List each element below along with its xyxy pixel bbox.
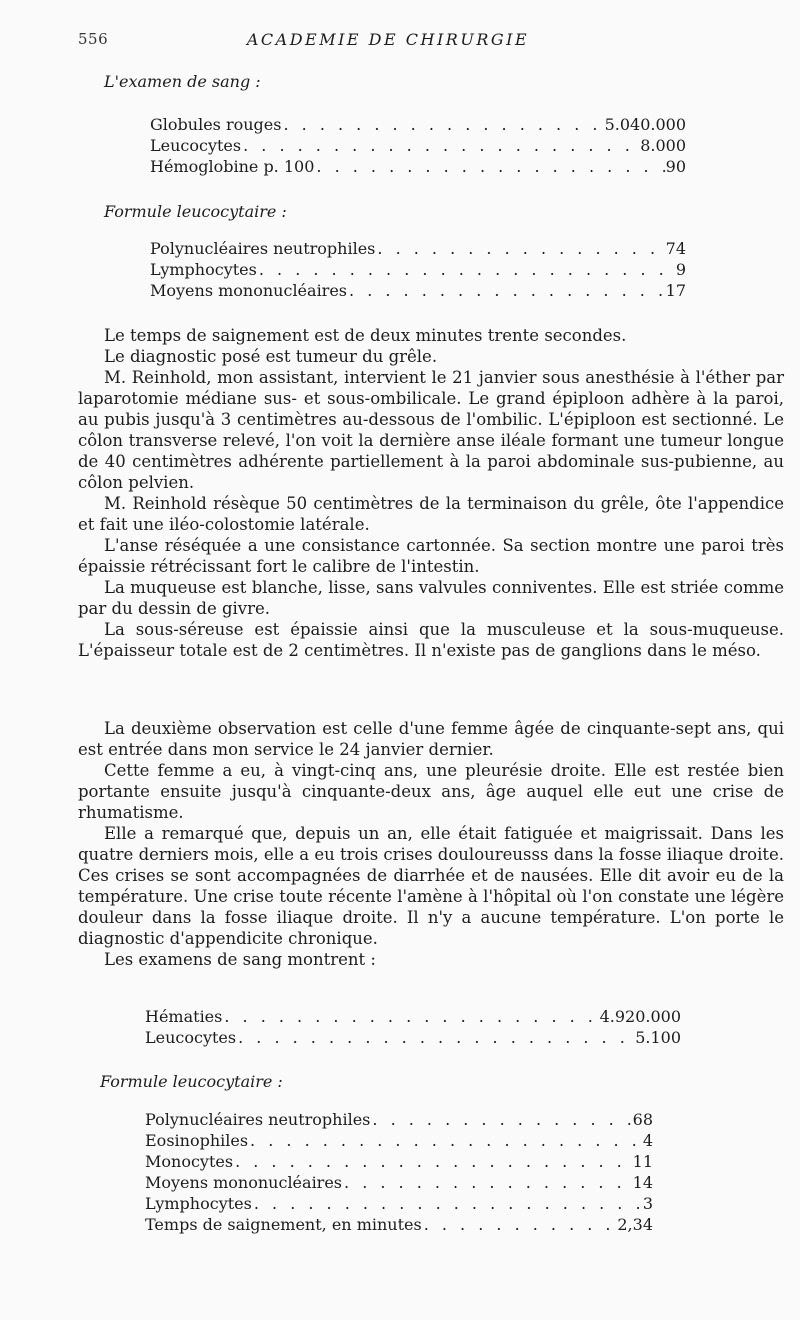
table-row — [145, 1151, 653, 1172]
page-header — [78, 30, 698, 52]
formula-table-1 — [150, 238, 686, 301]
paragraph: Cette femme a eu, à vingt-cinq ans, une pleurésie droite. Elle est restée bien portante ensuite jusqu'à cinquante-deux ans, âge auquel elle eut une crise de rhumatisme. — [78, 761, 784, 822]
paragraph: La deuxième observation est celle d'une femme âgée de cinquante-sept ans, qui est entrée dans mon service le 24 janvier dernier. — [78, 719, 784, 759]
row-label: Moyens mononucléaires — [150, 281, 348, 300]
table-row — [145, 1027, 681, 1048]
row-value: 5.100 — [635, 1028, 681, 1047]
blood-exam-table-2 — [145, 1006, 681, 1048]
row-value: 4 — [642, 1131, 653, 1150]
row-label: Monocytes — [145, 1152, 234, 1171]
paragraph: La sous-séreuse est épaissie ainsi que la musculeuse et la sous-muqueuse. L'épaisseur totale est de 2 centimètres. Il n'existe pas de ganglions dans le méso. — [78, 620, 784, 660]
table-row — [150, 280, 686, 301]
row-label: Globules rouges — [150, 115, 282, 134]
row-label: Hématies — [145, 1007, 223, 1026]
paragraph: Le temps de saignement est de deux minutes trente secondes. — [104, 326, 627, 345]
body-text-1 — [78, 325, 784, 661]
paragraph: Les examens de sang montrent : — [104, 950, 376, 969]
row-value: 4.920.000 — [599, 1007, 681, 1026]
body-text-2 — [78, 718, 784, 970]
row-value: 9 — [675, 260, 686, 279]
table-row — [145, 1214, 653, 1235]
table-row — [150, 156, 686, 177]
row-value: 90 — [665, 157, 686, 176]
paragraph: M. Reinhold résèque 50 centimètres de la terminaison du grêle, ôte l'appendice et fait une iléo-colostomie latérale. — [78, 494, 784, 534]
row-value: 74 — [665, 239, 686, 258]
row-value: 2,34 — [617, 1215, 653, 1234]
table-row — [145, 1193, 653, 1214]
table-row — [150, 114, 686, 135]
table-row — [145, 1006, 681, 1027]
paragraph: M. Reinhold, mon assistant, intervient le 21 janvier sous anesthésie à l'éther par laparotomie médiane sus- et sous-ombilicale. Le grand épiploon adhère à la paroi, au pubis jusqu'à 3 centimètres au-dessous de l'ombilic. L'épiploon est sectionné. Le côlon transverse relevé, l'on voit la dernière anse iléale formant une tumeur longue de 40 centimètres adhérente partiellement à la paroi abdominale sus-pubienne, au côlon pelvien. — [78, 368, 784, 492]
row-value: 8.000 — [640, 136, 686, 155]
formula-table-2 — [145, 1109, 653, 1235]
table-row — [145, 1172, 653, 1193]
row-label: Leucocytes — [150, 136, 242, 155]
table-row — [145, 1130, 653, 1151]
running-title: ACADEMIE DE CHIRURGIE — [246, 30, 530, 49]
table-row — [150, 135, 686, 156]
formula-heading-2: Formule leucocytaire : — [100, 1072, 283, 1091]
row-label: Moyens mononucléaires — [145, 1173, 343, 1192]
row-label: Lymphocytes — [145, 1194, 252, 1213]
paragraph: Le diagnostic posé est tumeur du grêle. — [104, 347, 438, 366]
row-label: Hémoglobine p. 100 — [150, 157, 315, 176]
row-value: 17 — [665, 281, 686, 300]
row-label: Temps de saignement, en minutes — [145, 1215, 422, 1234]
table-row — [150, 238, 686, 259]
paragraph: Elle a remarqué que, depuis un an, elle était fatiguée et maigrissait. Dans les quatre derniers mois, elle a eu trois crises douloureusss dans la fosse iliaque droite. Ces crises se sont accompagnées de diarrhée et de nausées. Elle dit avoir eu de la température. Une crise toute récente l'amène à l'hôpital où l'on constate une légère douleur dans la fosse iliaque droite. Il n'y a aucune température. L'on porte le diagnostic d'appendicite chronique. — [78, 824, 784, 948]
paragraph: La muqueuse est blanche, lisse, sans valvules conniventes. Elle est striée comme par du dessin de givre. — [78, 578, 784, 618]
row-value: 14 — [632, 1173, 653, 1192]
table-row — [150, 259, 686, 280]
row-value: 68 — [632, 1110, 653, 1129]
row-value: 5.040.000 — [604, 115, 686, 134]
row-label: Polynucléaires neutrophiles — [150, 239, 376, 258]
row-label: Lymphocytes — [150, 260, 257, 279]
row-label: Leucocytes — [145, 1028, 237, 1047]
row-label: Eosinophiles — [145, 1131, 249, 1150]
formula-heading-1: Formule leucocytaire : — [104, 202, 287, 221]
paragraph: L'anse réséquée a une consistance cartonnée. Sa section montre une paroi très épaissie rétrécissant fort le calibre de l'intestin. — [78, 536, 784, 576]
table-row — [145, 1109, 653, 1130]
row-label: Polynucléaires neutrophiles — [145, 1110, 371, 1129]
page-number: 556 — [78, 30, 109, 48]
row-value: 3 — [642, 1194, 653, 1213]
row-value: 11 — [632, 1152, 653, 1171]
blood-exam-table — [150, 114, 686, 177]
blood-exam-heading: L'examen de sang : — [104, 72, 261, 91]
